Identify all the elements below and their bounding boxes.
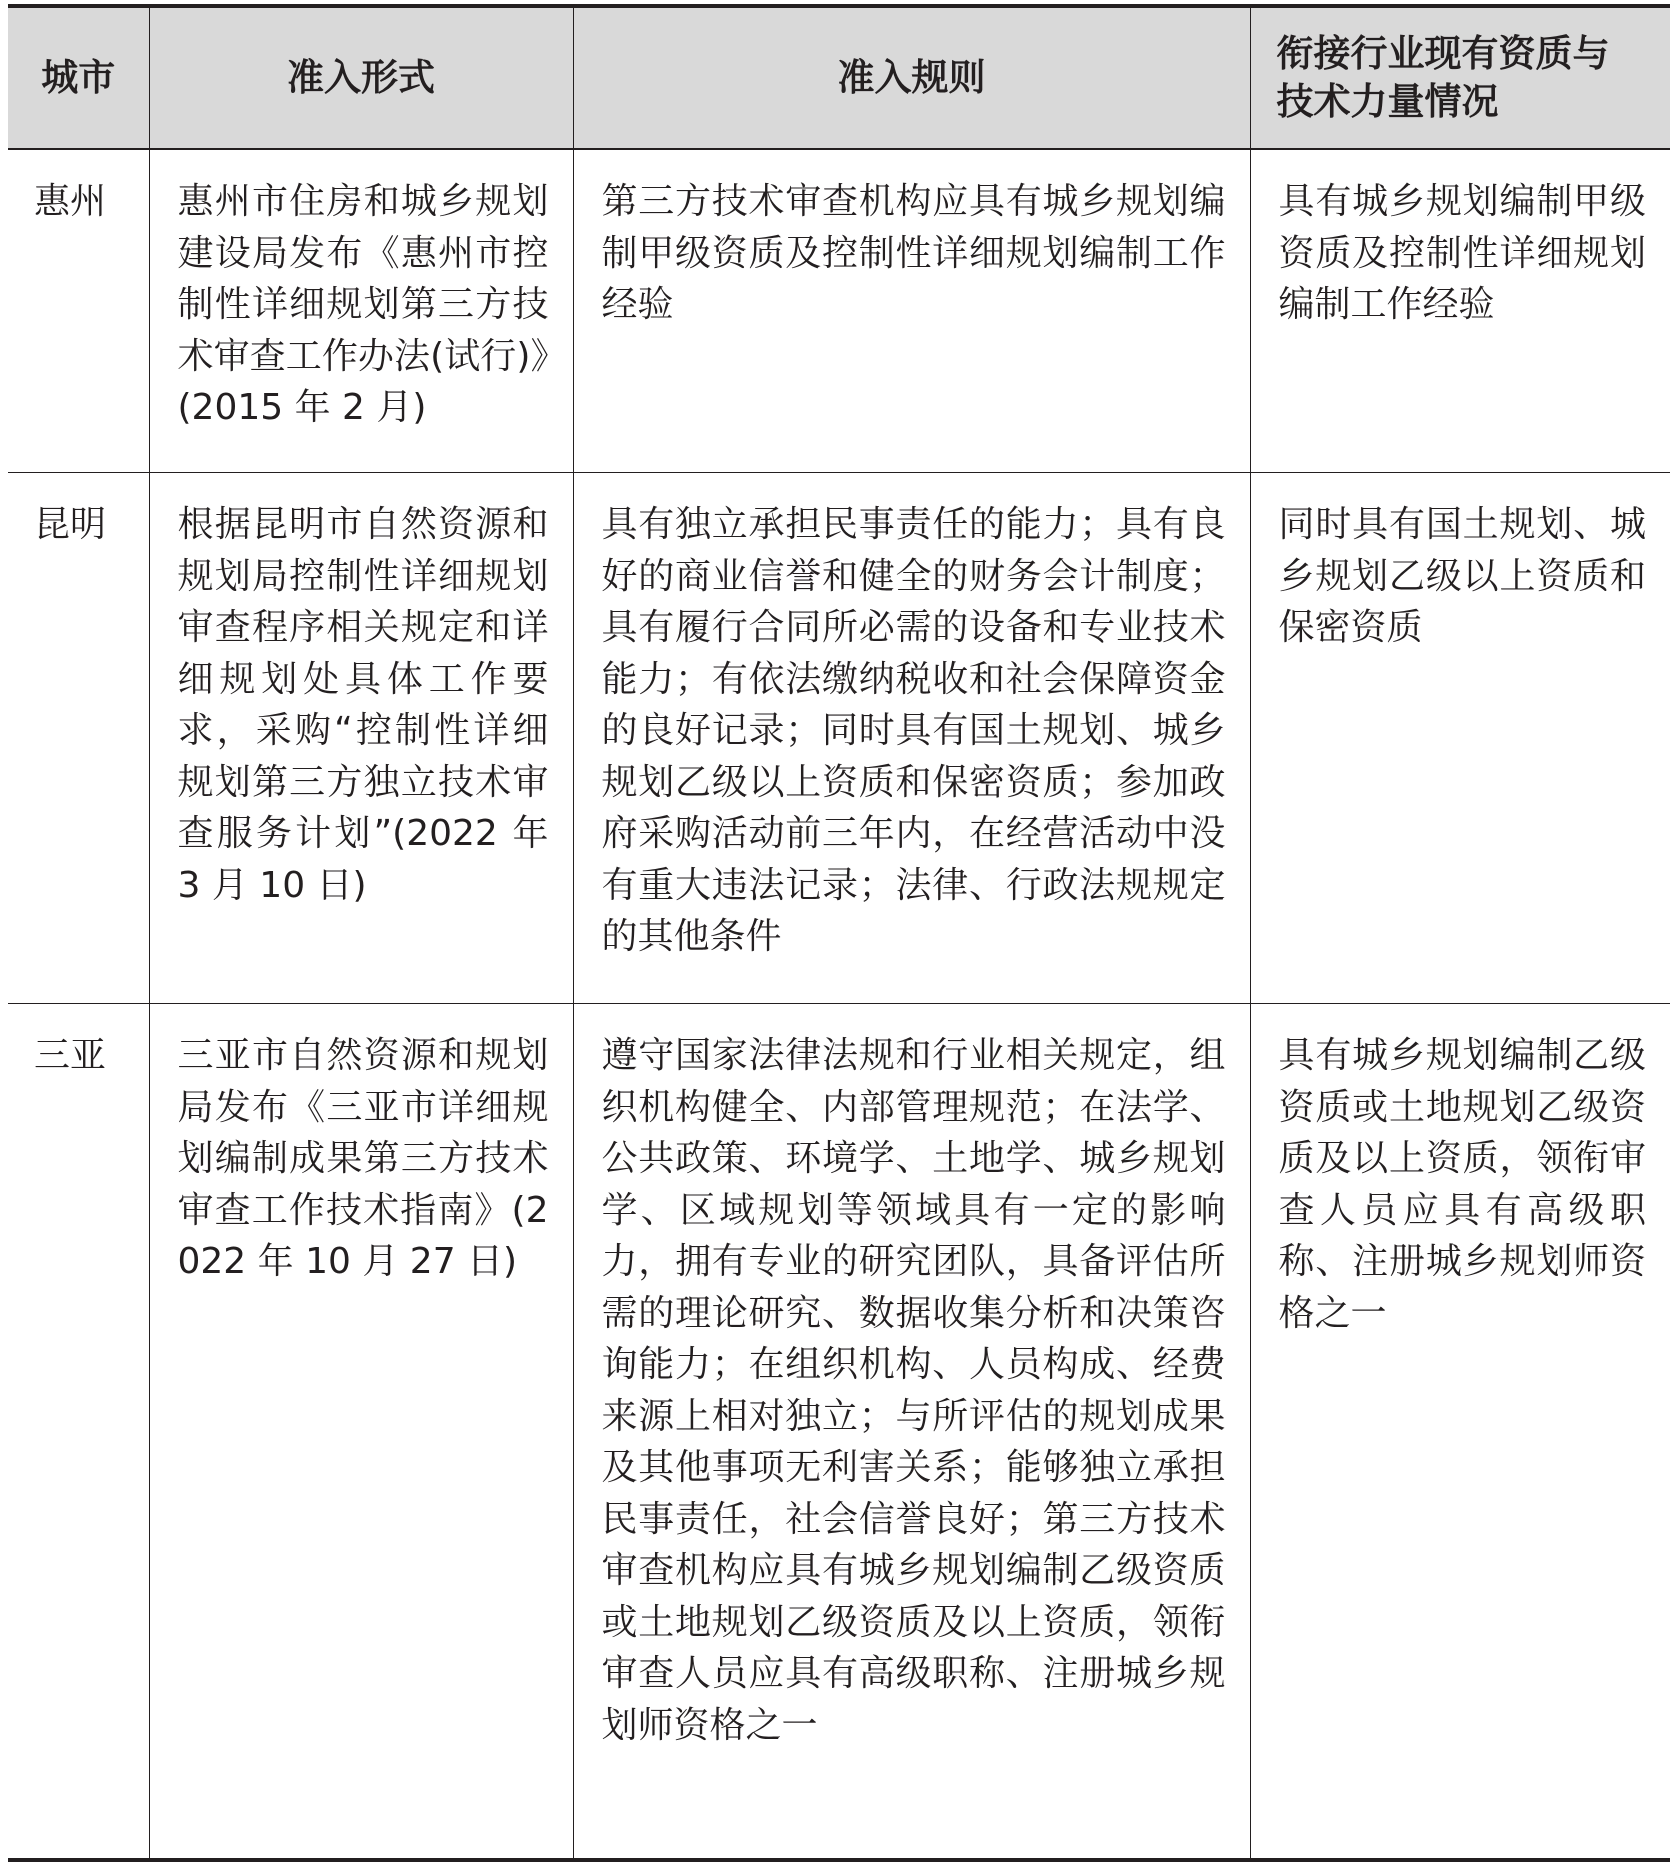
header-access-rule: 准入规则 <box>573 6 1250 149</box>
cell-city: 惠州 <box>8 149 149 473</box>
table-row <box>8 1004 1670 1861</box>
cell-access-rule: 遵守国家法律法规和行业相关规定，组织机构健全、内部管理规范；在法学、公共政策、环境学、土地学、城乡规划学、区域规划等领域具有一定的影响力，拥有专业的研究团队，具备评估所需的理论研究、数据收集分析和决策咨询能力；在组织机构、人员构成、经费来源上相对独立；与所评估的规划成果及其他事项无利害关系；能够独立承担民事责任，社会信誉良好；第三方技术审查机构应具有城乡规划编制乙级资质或土地规划乙级资质及以上资质，领衔审查人员应具有高级职称、注册城乡规划师资格之一 <box>573 1004 1250 1861</box>
cell-access-rule: 具有独立承担民事责任的能力；具有良好的商业信誉和健全的财务会计制度；具有履行合同所必需的设备和专业技术能力；有依法缴纳税收和社会保障资金的良好记录；同时具有国土规划、城乡规划乙级以上资质和保密资质；参加政府采购活动前三年内，在经营活动中没有重大违法记录；法律、行政法规规定的其他条件 <box>573 473 1250 1004</box>
cell-access-form: 三亚市自然资源和规划局发布《三亚市详细规划编制成果第三方技术审查工作技术指南》(2022 年 10 月 27 日) <box>149 1004 573 1861</box>
qualification-table-container <box>8 4 1670 1862</box>
qualification-table <box>8 4 1670 1862</box>
cell-access-rule: 第三方技术审查机构应具有城乡规划编制甲级资质及控制性详细规划编制工作经验 <box>573 149 1250 473</box>
table-row <box>8 149 1670 473</box>
cell-access-form: 根据昆明市自然资源和规划局控制性详细规划审查程序相关规定和详细规划处具体工作要求，采购“控制性详细规划第三方独立技术审查服务计划”(2022 年 3 月 10 日) <box>149 473 573 1004</box>
cell-qualification: 同时具有国土规划、城乡规划乙级以上资质和保密资质 <box>1250 473 1670 1004</box>
cell-city: 昆明 <box>8 473 149 1004</box>
cell-access-form: 惠州市住房和城乡规划建设局发布《惠州市控制性详细规划第三方技术审查工作办法(试行)》(2015 年 2 月) <box>149 149 573 473</box>
table-header-row <box>8 6 1670 149</box>
cell-qualification: 具有城乡规划编制甲级资质及控制性详细规划编制工作经验 <box>1250 149 1670 473</box>
header-city: 城市 <box>8 6 149 149</box>
cell-qualification: 具有城乡规划编制乙级资质或土地规划乙级资质及以上资质，领衔审查人员应具有高级职称、注册城乡规划师资格之一 <box>1250 1004 1670 1861</box>
header-access-form: 准入形式 <box>149 6 573 149</box>
header-qualification: 衔接行业现有资质与技术力量情况 <box>1250 6 1670 149</box>
table-row <box>8 473 1670 1004</box>
cell-city: 三亚 <box>8 1004 149 1861</box>
